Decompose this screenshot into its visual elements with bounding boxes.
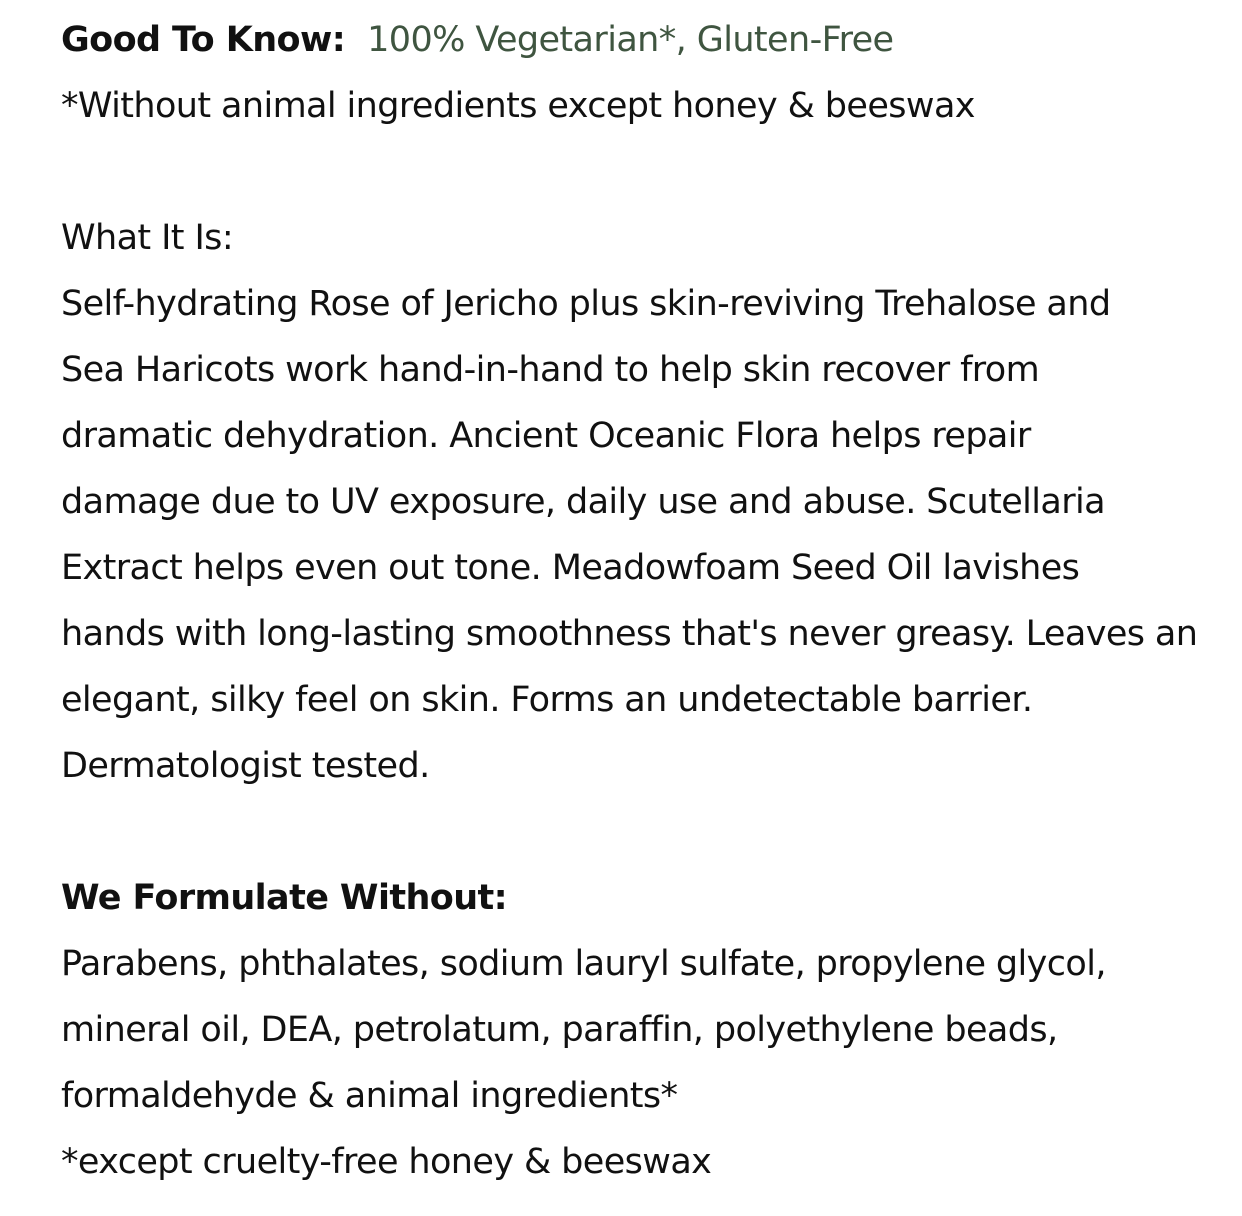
product-details <box>61 7 1231 1195</box>
what-it-is-line: Extract helps even out tone. Meadowfoam Seed Oil lavishes <box>61 548 1080 588</box>
what-it-is-line: hands with long-lasting smoothness that's never greasy. Leaves an <box>61 614 1198 654</box>
what-it-is-line: damage due to UV exposure, daily use and abuse. Scutellaria <box>61 482 1105 522</box>
formulate-without-line: Parabens, phthalates, sodium lauryl sulfate, propylene glycol, <box>61 944 1106 984</box>
good-to-know-value: 100% Vegetarian*, Gluten-Free <box>367 20 894 60</box>
formulate-without-footnote: *except cruelty-free honey & beeswax <box>61 1142 712 1182</box>
what-it-is-line: Dermatologist tested. <box>61 746 430 786</box>
formulate-without-line: mineral oil, DEA, petrolatum, paraffin, polyethylene beads, <box>61 1010 1058 1050</box>
formulate-without-heading: We Formulate Without: <box>61 878 508 918</box>
spacer <box>61 799 1231 865</box>
what-it-is-line: Sea Haricots work hand-in-hand to help skin recover from <box>61 350 1040 390</box>
spacer <box>61 139 1231 205</box>
what-it-is-line: dramatic dehydration. Ancient Oceanic Flora helps repair <box>61 416 1031 456</box>
what-it-is-line: Self-hydrating Rose of Jericho plus skin-reviving Trehalose and <box>61 284 1111 324</box>
good-to-know-footnote: *Without animal ingredients except honey & beeswax <box>61 86 975 126</box>
formulate-without-line: formaldehyde & animal ingredients* <box>61 1076 678 1116</box>
good-to-know-row <box>61 7 1231 73</box>
good-to-know-label: Good To Know: <box>61 20 346 60</box>
what-it-is-heading: What It Is: <box>61 218 234 258</box>
what-it-is-line: elegant, silky feel on skin. Forms an undetectable barrier. <box>61 680 1033 720</box>
